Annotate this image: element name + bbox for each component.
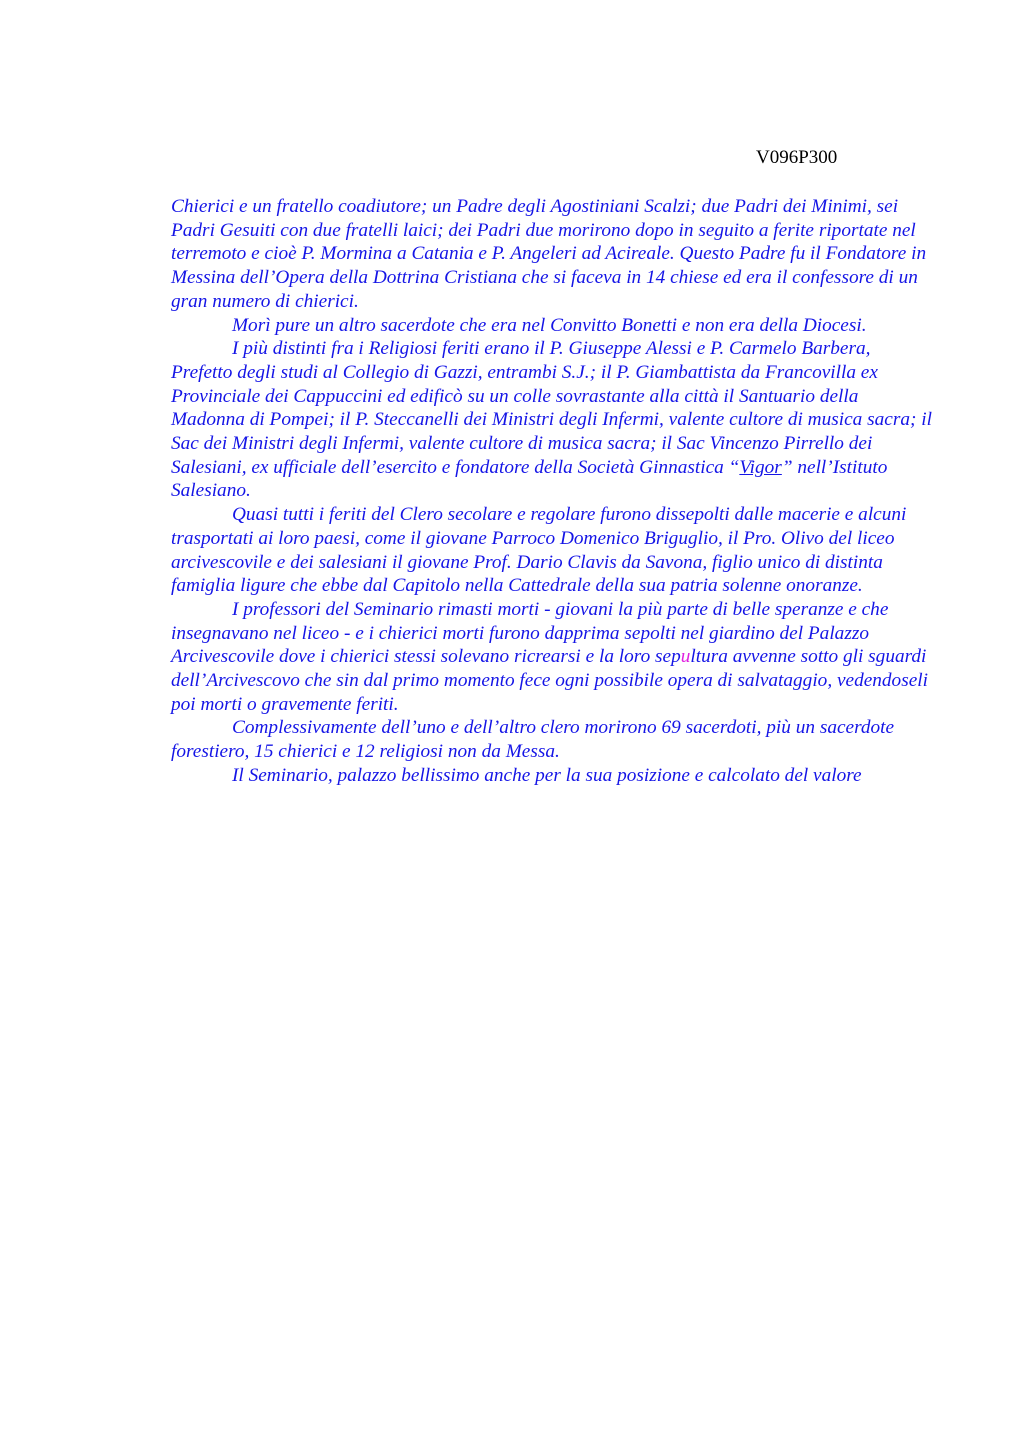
paragraph-4: Quasi tutti i feriti del Clero secolare e regolare furono dissepolti dalle macerie e alcuni trasportati ai loro paesi, come il giovane Parroco Domenico Briguglio, il Pro. Olivo del liceo arcivescovile e dei salesiani il giovane Prof. Dario Clavis da Savona, figlio unico di distinta famiglia ligure che ebbe dal Capitolo nella Cattedrale della sua patria solenne onoranze. <box>171 504 907 597</box>
document-body <box>171 195 933 788</box>
paragraph-5-text-after: ltura avvenne sotto gli sguardi dell’Arcivescovo che sin dal primo momento fece ogni possibile opera di salvataggio, vedendoseli poi morti o gravemente feriti. <box>171 646 928 715</box>
highlighted-character: u <box>680 646 691 668</box>
paragraph-1: Chierici e un fratello coadiutore; un Padre degli Agostiniani Scalzi; due Padri dei Minimi, sei Padri Gesuiti con due fratelli laici; dei Padri due morirono dopo in seguito a ferite riportate nel terremoto e cioè P. Mormina a Catania e P. Angeleri ad Acireale. Questo Padre fu il Fondatore in Messina dell’Opera della Dottrina Cristiana che si faceva in 14 chiese ed era il confessore di un gran numero di chierici. <box>171 196 927 312</box>
underlined-word-vigor: Vigor <box>739 456 782 478</box>
paragraph-2: Morì pure un altro sacerdote che era nel Convitto Bonetti e non era della Diocesi. <box>232 314 867 336</box>
paragraph-5-text-before: I professori del Seminario rimasti morti - giovani la più parte di belle speranze e che insegnavano nel liceo - e i chierici morti furono dapprima sepolti nel giardino del Palazzo Arcivescovile dove i chierici stessi solevano ricrearsi e la loro sep <box>171 598 889 668</box>
paragraph-6: Complessivamente dell’uno e dell’altro clero morirono 69 sacerdoti, più un sacerdote forestiero, 15 chierici e 12 religiosi non da Messa. <box>171 717 895 763</box>
paragraph-3-text-after: ” nell’Istituto Salesiano. <box>171 456 888 502</box>
paragraph-3-text-before: I più distinti fra i Religiosi feriti erano il P. Giuseppe Alessi e P. Carmelo Barbera, Prefetto degli studi al Collegio di Gazzi, entrambi S.J.; il P. Giambattista da Francovilla ex Provinciale dei Cappuccini ed edificò su un colle sovrastante alla città il Santuario della Madonna di Pompei; il P. Steccanelli dei Ministri degli Infermi, valente cultore di musica sacra; il Sac dei Ministri degli Infermi, valente cultore di musica sacra; il Sac Vincenzo Pirrello dei Salesiani, ex ufficiale dell’esercito e fondatore della Società Ginnastica “ <box>171 338 932 478</box>
page-code: V096P300 <box>756 147 838 168</box>
paragraph-7: Il Seminario, palazzo bellissimo anche per la sua posizione e calcolato del valore <box>232 764 862 786</box>
paragraph-5 <box>171 598 933 717</box>
paragraph-3 <box>171 337 933 503</box>
